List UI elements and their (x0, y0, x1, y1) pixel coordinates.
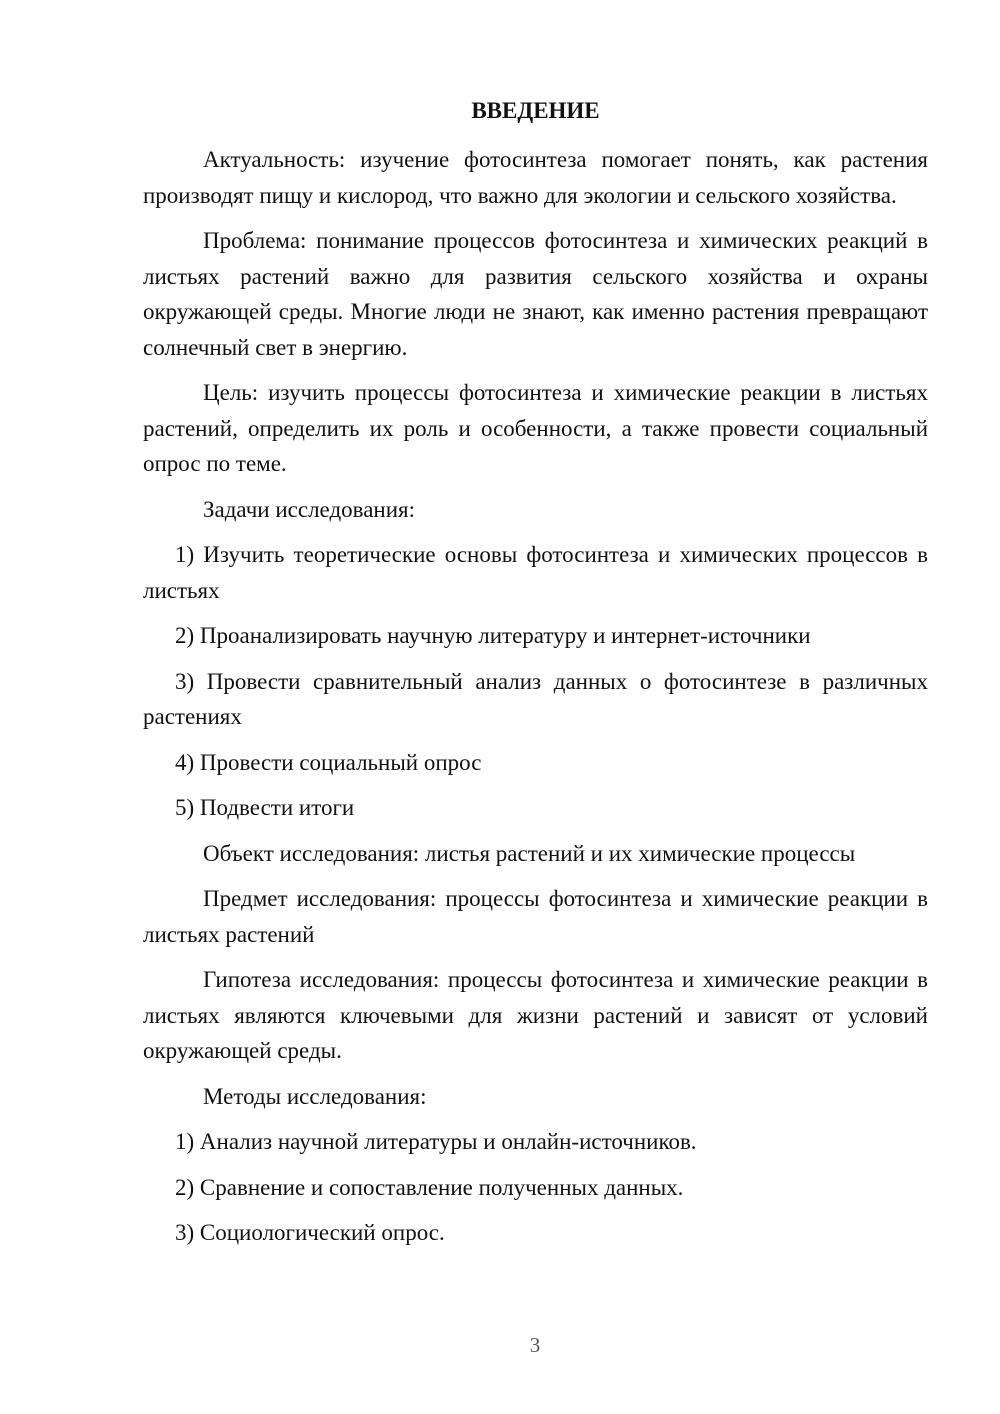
task-item: 4) Провести социальный опрос (175, 749, 482, 775)
page-number: 3 (529, 1333, 541, 1357)
task-item: 5) Подвести итоги (175, 795, 355, 820)
methods-title: Методы исследования: (203, 1083, 427, 1109)
method-item: 1) Анализ научной литературы и онлайн-источников. (175, 1129, 697, 1154)
task-item: 3) Провести сравнительный анализ данных о фотосинтезе в различных растениях (143, 668, 928, 729)
method-item: 2) Сравнение и сопоставление полученных данных. (175, 1174, 684, 1200)
document-body (143, 142, 928, 1261)
problem-paragraph: Проблема: понимание процессов фотосинтеза и химических реакций в листьях растений важно для развития сельского хозяйства и охраны окружающей среды. Многие люди не знают, как именно растения превращают солнечный свет в энергию. (143, 228, 928, 360)
page-heading: ВВЕДЕНИЕ (471, 98, 600, 123)
hypothesis-paragraph: Гипотеза исследования: процессы фотосинтеза и химические реакции в листьях являются ключевыми для жизни растений и зависят от условий окружающей среды. (143, 967, 928, 1063)
object-paragraph: Объект исследования: листья растений и их химические процессы (203, 840, 856, 866)
task-item: 2) Проанализировать научную литературу и интернет-источники (175, 623, 811, 648)
method-item: 3) Социологический опрос. (175, 1220, 445, 1245)
relevance-paragraph: Актуальность: изучение фотосинтеза помогает понять, как растения производят пищу и кислород, что важно для экологии и сельского хозяйства. (143, 147, 928, 208)
subject-paragraph: Предмет исследования: процессы фотосинтеза и химические реакции в листьях растений (143, 886, 928, 947)
goal-paragraph: Цель: изучить процессы фотосинтеза и химические реакции в листьях растений, определить их роль и особенности, а также провести социальный опрос по теме. (143, 380, 928, 476)
task-item: 1) Изучить теоретические основы фотосинтеза и химических процессов в листьях (143, 542, 928, 603)
tasks-title: Задачи исследования: (203, 496, 416, 522)
